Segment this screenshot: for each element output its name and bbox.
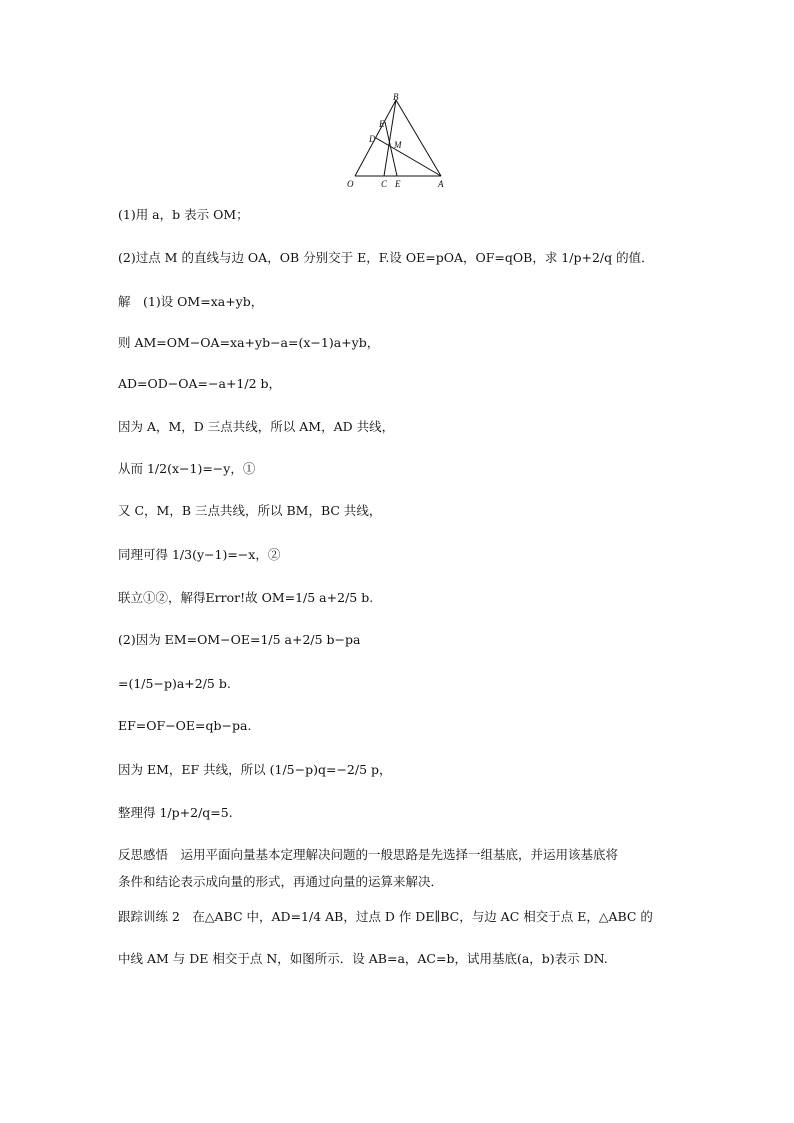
exercise-line-1: 跟踪训练 2 在△ABC 中，AD=1/4 AB，过点 D 作 DE∥BC，与边 AC 相交于点 E，△ABC 的 — [118, 909, 653, 924]
segment-AD — [376, 138, 441, 176]
solution-line-2: 则 AM=OM−OA=xa+yb−a=(x−1)a+yb， — [118, 335, 380, 350]
exercise-line-2: 中线 AM 与 DE 相交于点 N，如图所示．设 AB=a，AC=b，试用基底(a，b)表示 DN. — [118, 951, 608, 966]
solution-line-8: 联立①②，解得Error!故 OM=1/5 a+2/5 b. — [118, 590, 374, 605]
reflection-line-2: 条件和结论表示成向量的形式，再通过向量的运算来解决． — [118, 874, 444, 889]
solution-line-4: 因为 A，M，D 三点共线，所以 AM，AD 共线， — [118, 419, 395, 434]
solution-line-9: (2)因为 EM=OM−OE=1/5 a+2/5 b−pa — [118, 632, 361, 647]
question-1: (1)用 a，b 表示 OM； — [118, 207, 249, 222]
label-M: M — [394, 140, 402, 150]
solution-line-10: =(1/5−p)a+2/5 b. — [118, 676, 231, 691]
label-D: D — [369, 134, 376, 144]
solution-line-12: 因为 EM，EF 共线，所以 (1/5−p)q=−2/5 p， — [118, 762, 392, 777]
label-A: A — [438, 179, 444, 189]
solution-line-11: EF=OF−OE=qb−pa. — [118, 718, 252, 733]
question-2: (2)过点 M 的直线与边 OA，OB 分别交于 E，F.设 OE=pOA，OF=qOB，求 1/p+2/q 的值． — [118, 250, 654, 265]
label-E-bottom: E — [395, 179, 401, 189]
label-O: O — [347, 179, 354, 189]
label-C: C — [381, 179, 388, 189]
solution-line-13: 整理得 1/p+2/q=5. — [118, 805, 233, 820]
label-E-top: E — [379, 119, 385, 129]
solution-line-7: 同理可得 1/3(y−1)=−x，② — [118, 547, 281, 562]
solution-line-6: 又 C，M，B 三点共线，所以 BM，BC 共线， — [118, 503, 382, 518]
reflection-line-1: 反思感悟 运用平面向量基本定理解决问题的一般思路是先选择一组基底，并运用该基底将 — [118, 847, 619, 862]
label-B: B — [393, 92, 399, 102]
geometry-figure — [345, 92, 455, 192]
solution-line-3: AD=OD−OA=−a+1/2 b， — [118, 376, 282, 391]
segment-AB — [396, 100, 441, 176]
solution-line-1: 解 (1)设 OM=xa+yb， — [118, 294, 264, 309]
solution-line-5: 从而 1/2(x−1)=−y，① — [118, 461, 256, 476]
